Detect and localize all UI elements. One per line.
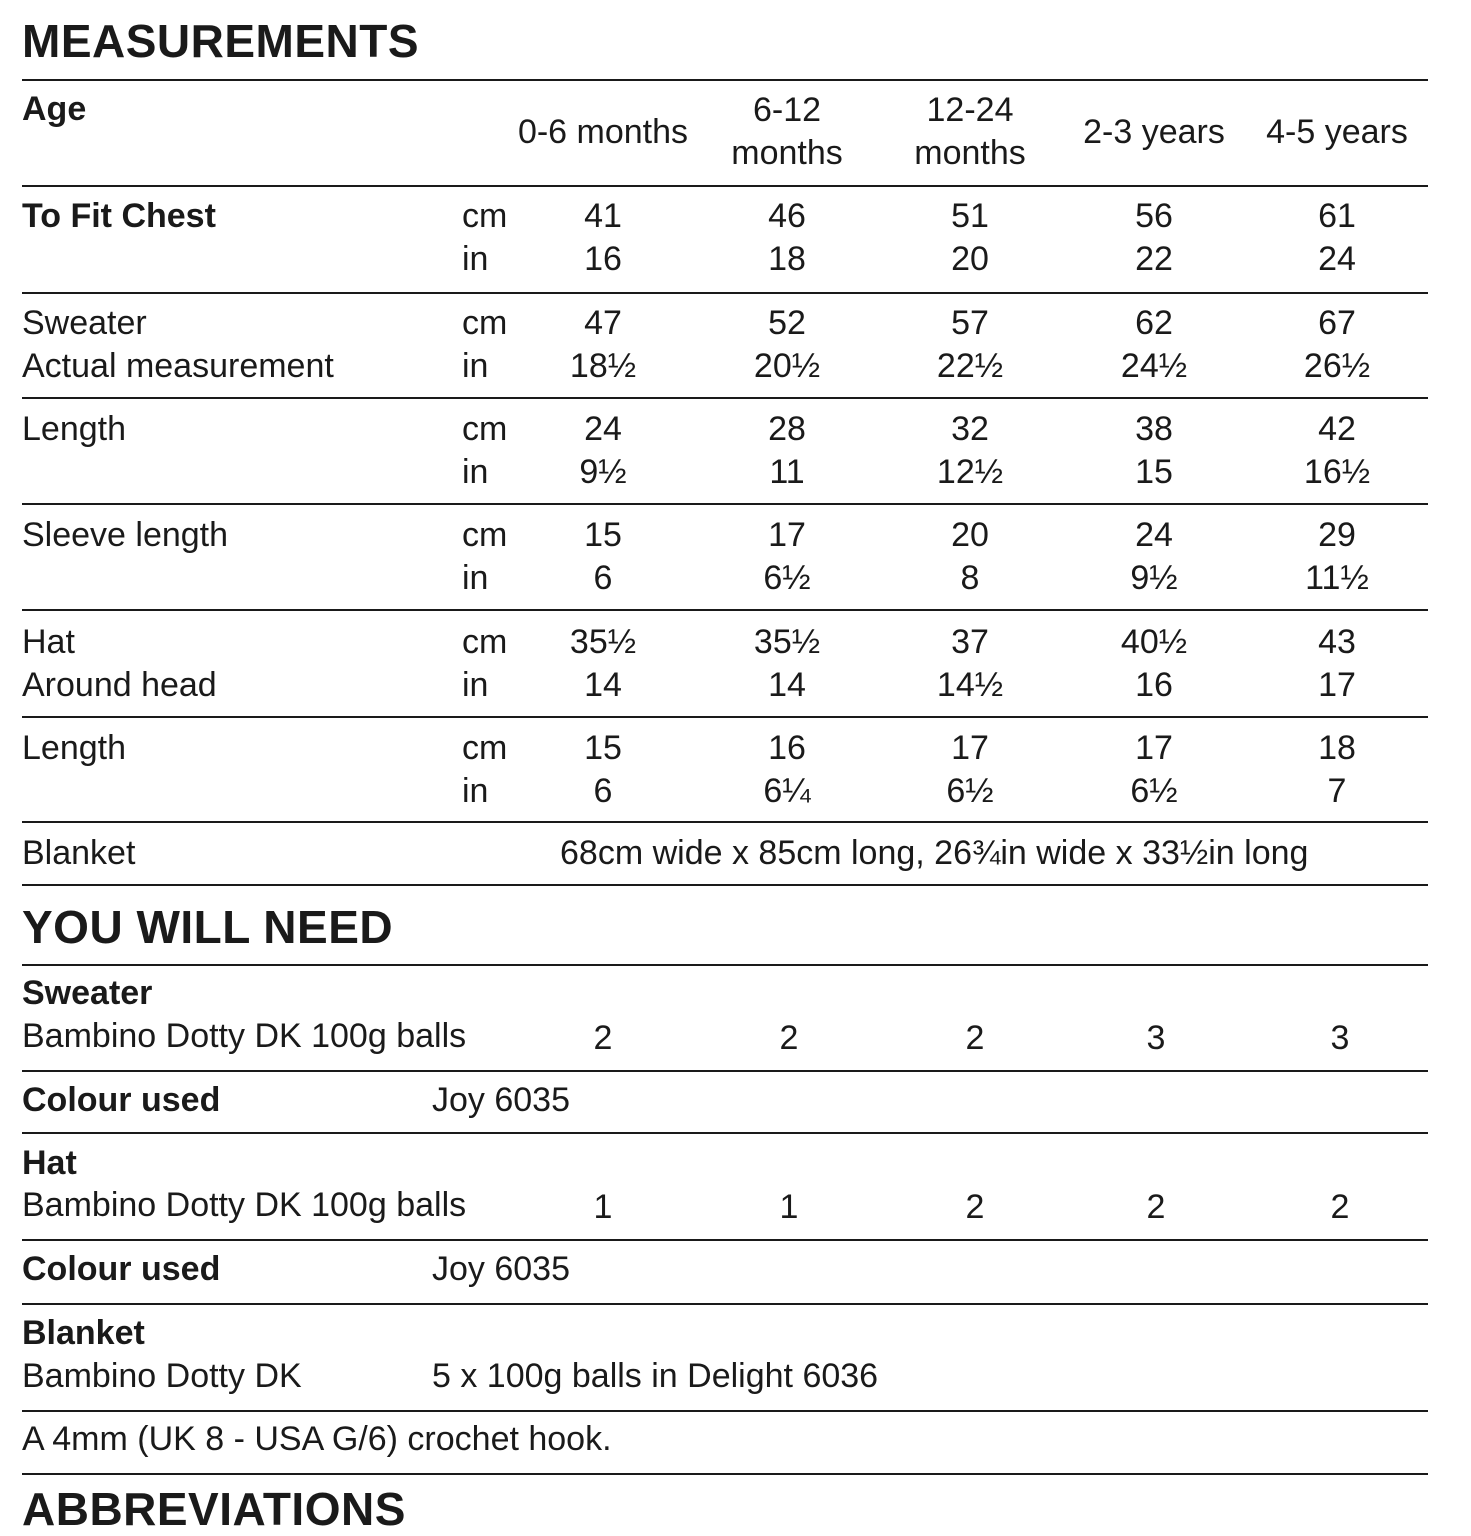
divider <box>22 1239 1428 1241</box>
measurement-label: Length <box>22 410 126 448</box>
unit-in: in <box>462 559 489 597</box>
value-cm: 46 <box>768 197 806 235</box>
value-in: 8 <box>960 559 980 597</box>
size-header: 2-3 years <box>1083 113 1225 151</box>
measurement-label: To Fit Chest <box>22 197 216 235</box>
value-cm: 67 <box>1318 304 1356 342</box>
measurement-label: Sweater <box>22 304 147 342</box>
value-in: 6½ <box>1130 772 1178 810</box>
value-cm: 17 <box>768 516 806 554</box>
value-in: 26½ <box>1303 347 1371 385</box>
unit-cm: cm <box>462 410 508 448</box>
value-cm: 51 <box>951 197 989 235</box>
divider <box>22 79 1428 81</box>
value-in: 24½ <box>1120 347 1188 385</box>
unit-cm: cm <box>462 197 508 235</box>
hook-note: A 4mm (UK 8 - USA G/6) crochet hook. <box>22 1420 612 1458</box>
unit-cm: cm <box>462 516 508 554</box>
size-header: 6-12 <box>752 91 822 129</box>
size-header: 4-5 years <box>1266 113 1408 151</box>
unit-in: in <box>462 347 489 385</box>
value-cm: 20 <box>951 516 989 554</box>
divider <box>22 503 1428 505</box>
value-in: 11½ <box>1305 559 1369 597</box>
value-cm: 29 <box>1318 516 1356 554</box>
value-in: 6½ <box>946 772 994 810</box>
value-cm: 15 <box>584 729 622 767</box>
measurements-title: MEASUREMENTS <box>22 15 420 67</box>
divider <box>22 964 1428 966</box>
hat-yarn: Bambino Dotty DK 100g balls <box>22 1186 467 1224</box>
hat-balls: 1 <box>779 1188 799 1226</box>
value-cm: 61 <box>1318 197 1356 235</box>
value-cm: 16 <box>768 729 806 767</box>
value-in: 20½ <box>753 347 821 385</box>
measurement-sublabel: Actual measurement <box>22 347 334 385</box>
sweater-balls: 2 <box>779 1019 799 1057</box>
value-cm: 56 <box>1135 197 1173 235</box>
sweater-colour-label: Colour used <box>22 1081 221 1119</box>
value-in: 18 <box>768 240 806 278</box>
size-header: months <box>914 134 1026 172</box>
value-cm: 40½ <box>1120 623 1188 661</box>
value-cm: 42 <box>1318 410 1356 448</box>
value-in: 16 <box>584 240 622 278</box>
measurement-label: Hat <box>22 623 75 661</box>
divider <box>22 716 1428 718</box>
sweater-heading: Sweater <box>22 974 153 1012</box>
value-cm: 52 <box>768 304 806 342</box>
divider <box>22 185 1428 187</box>
value-cm: 35½ <box>569 623 637 661</box>
divider <box>22 1410 1428 1412</box>
hat-balls: 2 <box>1146 1188 1166 1226</box>
sweater-balls: 3 <box>1330 1019 1350 1057</box>
age-label: Age <box>22 90 87 128</box>
value-in: 9½ <box>1130 559 1178 597</box>
unit-cm: cm <box>462 729 508 767</box>
value-cm: 32 <box>951 410 989 448</box>
value-in: 22 <box>1135 240 1173 278</box>
divider <box>22 821 1428 823</box>
blanket-label: Blanket <box>22 834 136 872</box>
divider <box>22 884 1428 886</box>
sweater-balls: 2 <box>965 1019 985 1057</box>
divider <box>22 609 1428 611</box>
value-cm: 15 <box>584 516 622 554</box>
blanket-amount: 5 x 100g balls in Delight 6036 <box>432 1357 879 1395</box>
blanket-heading: Blanket <box>22 1314 145 1352</box>
value-in: 7 <box>1327 772 1347 810</box>
divider <box>22 1303 1428 1305</box>
value-cm: 24 <box>1135 516 1173 554</box>
value-in: 17 <box>1318 666 1356 704</box>
value-in: 22½ <box>936 347 1004 385</box>
value-cm: 17 <box>1135 729 1173 767</box>
unit-in: in <box>462 240 489 278</box>
divider <box>22 1132 1428 1134</box>
size-header: 12-24 <box>926 91 1014 129</box>
value-cm: 57 <box>951 304 989 342</box>
value-in: 6 <box>593 559 613 597</box>
measurement-sublabel: Around head <box>22 666 217 704</box>
abbreviations-title: ABBREVIATIONS <box>22 1483 406 1535</box>
value-cm: 41 <box>584 197 622 235</box>
value-in: 18½ <box>569 347 637 385</box>
unit-in: in <box>462 772 489 810</box>
you-will-need-title: YOU WILL NEED <box>22 901 394 953</box>
hat-balls: 2 <box>1330 1188 1350 1226</box>
measurement-label: Length <box>22 729 126 767</box>
value-in: 14½ <box>936 666 1004 704</box>
unit-cm: cm <box>462 623 508 661</box>
value-in: 16½ <box>1303 453 1371 491</box>
value-in: 14 <box>584 666 622 704</box>
value-cm: 43 <box>1318 623 1356 661</box>
measurement-label: Sleeve length <box>22 516 229 554</box>
sweater-colour: Joy 6035 <box>432 1081 570 1119</box>
size-header: 0-6 months <box>517 113 689 151</box>
unit-cm: cm <box>462 304 508 342</box>
value-in: 6 <box>593 772 613 810</box>
divider <box>22 1070 1428 1072</box>
hat-balls: 1 <box>593 1188 613 1226</box>
sweater-balls: 3 <box>1146 1019 1166 1057</box>
value-cm: 24 <box>584 410 622 448</box>
value-in: 6¼ <box>763 772 811 810</box>
value-in: 20 <box>951 240 989 278</box>
value-cm: 62 <box>1135 304 1173 342</box>
unit-in: in <box>462 666 489 704</box>
hat-balls: 2 <box>965 1188 985 1226</box>
value-in: 12½ <box>936 453 1004 491</box>
value-cm: 17 <box>951 729 989 767</box>
value-cm: 37 <box>951 623 989 661</box>
hat-heading: Hat <box>22 1144 77 1182</box>
value-in: 9½ <box>579 453 627 491</box>
divider <box>22 397 1428 399</box>
divider <box>22 1473 1428 1475</box>
value-in: 14 <box>768 666 806 704</box>
hat-colour-label: Colour used <box>22 1250 221 1288</box>
unit-in: in <box>462 453 489 491</box>
value-cm: 47 <box>584 304 622 342</box>
value-in: 6½ <box>763 559 811 597</box>
blanket-yarn: Bambino Dotty DK <box>22 1357 302 1395</box>
size-header: months <box>731 134 843 172</box>
divider <box>22 292 1428 294</box>
value-in: 24 <box>1318 240 1356 278</box>
value-cm: 35½ <box>753 623 821 661</box>
value-cm: 28 <box>768 410 806 448</box>
sweater-yarn: Bambino Dotty DK 100g balls <box>22 1017 467 1055</box>
value-in: 11 <box>769 453 805 491</box>
value-cm: 18 <box>1318 729 1356 767</box>
blanket-size: 68cm wide x 85cm long, 26¾in wide x 33½in long <box>560 834 1309 872</box>
value-in: 16 <box>1135 666 1173 704</box>
hat-colour: Joy 6035 <box>432 1250 570 1288</box>
value-in: 15 <box>1135 453 1173 491</box>
value-cm: 38 <box>1135 410 1173 448</box>
sweater-balls: 2 <box>593 1019 613 1057</box>
abbreviations-title-clip <box>22 1482 622 1535</box>
